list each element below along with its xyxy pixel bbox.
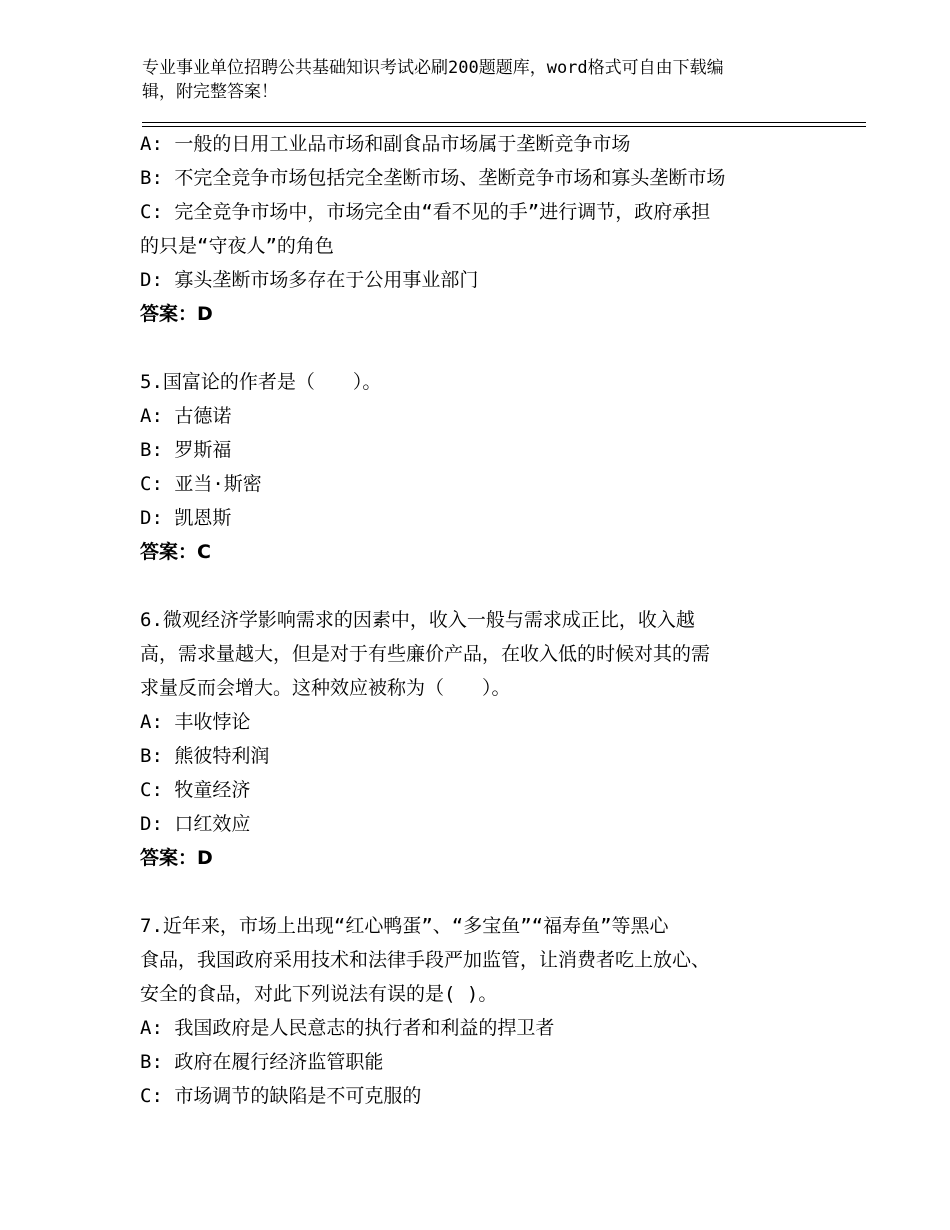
q6-answer: 答案：D <box>140 847 213 869</box>
question-6-block <box>140 603 840 875</box>
question-7-block <box>140 909 840 1113</box>
q7-option-a: A: 我国政府是人民意志的执行者和利益的捍卫者 <box>140 1017 555 1039</box>
q4-option-a: A: 一般的日用工业品市场和副食品市场属于垄断竞争市场 <box>140 133 631 155</box>
q7-question-line-2: 食品，我国政府采用技术和法律手段严加监管，让消费者吃上放心、 <box>140 949 711 971</box>
document-header <box>142 56 792 104</box>
q5-option-a: A: 古德诺 <box>140 405 232 427</box>
q4-option-c-line-1: C: 完全竞争市场中，市场完全由“看不见的手”进行调节，政府承担 <box>140 201 711 223</box>
header-line-1: 专业事业单位招聘公共基础知识考试必刷200题题库，word格式可自由下载编 <box>142 58 724 78</box>
q7-option-b: B: 政府在履行经济监管职能 <box>140 1051 384 1073</box>
q7-question-line-1: 7.近年来，市场上出现“红心鸭蛋”、“多宝鱼”“福寿鱼”等黑心 <box>140 915 669 937</box>
q4-answer: 答案：D <box>140 303 213 325</box>
spacer <box>140 331 840 365</box>
q7-question-line-3: 安全的食品，对此下列说法有误的是( )。 <box>140 983 498 1005</box>
q6-option-a: A: 丰收悖论 <box>140 711 251 733</box>
q5-option-b: B: 罗斯福 <box>140 439 232 461</box>
question-5-block <box>140 365 840 569</box>
q4-option-b: B: 不完全竞争市场包括完全垄断市场、垄断竞争市场和寡头垄断市场 <box>140 167 726 189</box>
q4-option-d: D: 寡头垄断市场多存在于公用事业部门 <box>140 269 479 291</box>
q4-option-c-line-2: 的只是“守夜人”的角色 <box>140 235 334 257</box>
header-line-2: 辑，附完整答案！ <box>142 82 278 102</box>
q5-option-c: C: 亚当·斯密 <box>140 473 262 495</box>
header-divider-top <box>142 122 866 123</box>
q6-option-c: C: 牧童经济 <box>140 779 251 801</box>
q5-question: 5.国富论的作者是（ ）。 <box>140 371 382 393</box>
q5-option-d: D: 凯恩斯 <box>140 507 232 529</box>
q5-answer: 答案：C <box>140 541 211 563</box>
q6-question-line-2: 高，需求量越大，但是对于有些廉价产品，在收入低的时候对其的需 <box>140 643 711 665</box>
question-4-block <box>140 127 840 331</box>
spacer <box>140 569 840 603</box>
q6-option-b: B: 熊彼特利润 <box>140 745 270 767</box>
q6-question-line-1: 6.微观经济学影响需求的因素中，收入一般与需求成正比，收入越 <box>140 609 695 631</box>
question-list <box>140 127 840 1113</box>
q7-option-c: C: 市场调节的缺陷是不可克服的 <box>140 1085 422 1107</box>
q6-option-d: D: 口红效应 <box>140 813 251 835</box>
spacer <box>140 875 840 909</box>
q6-question-line-3: 求量反而会增大。这种效应被称为（ ）。 <box>140 677 511 699</box>
